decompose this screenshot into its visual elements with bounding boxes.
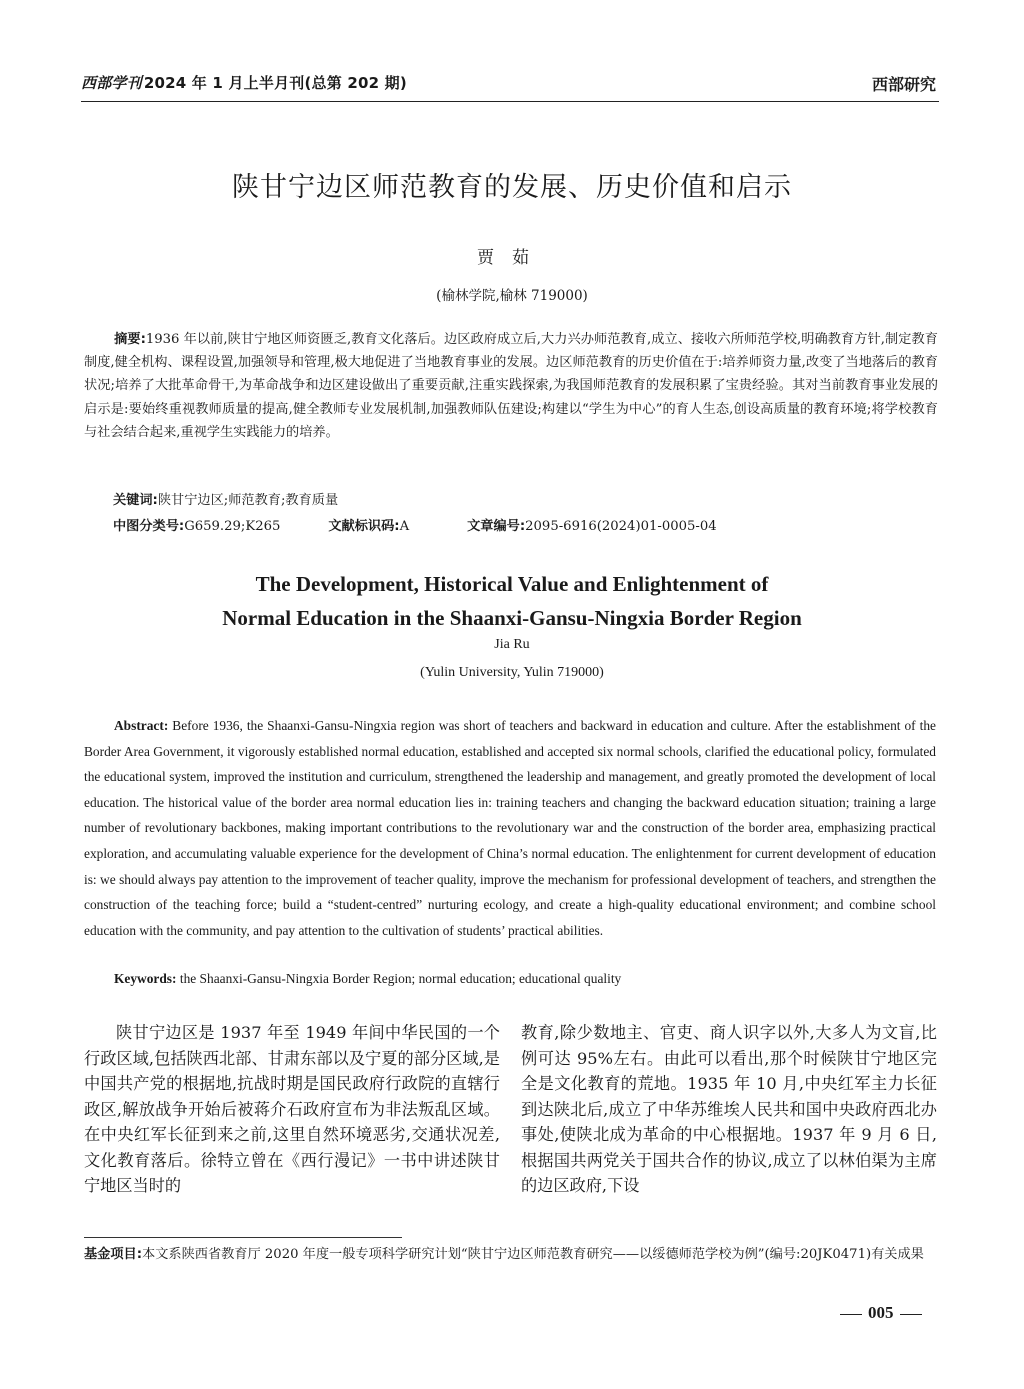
paper-title-cn: 陕甘宁边区师范教育的发展、历史价值和启示 <box>232 172 792 203</box>
paper-title-en <box>0 567 1024 635</box>
author-en: Jia Ru <box>494 637 530 652</box>
keywords-cn-label: 关键词: <box>113 493 158 508</box>
abstract-cn-label: 摘要: <box>114 332 146 347</box>
journal-logo: 西部学刊 <box>81 74 142 92</box>
footnote-text: 本文系陕西省教育厅 2020 年度一般专项科学研究计划“陕甘宁边区师范教育研究——以绥德师范学校为例”(编号:20JK0471)有关成果 <box>142 1247 924 1262</box>
article-no-label: 文章编号: <box>467 519 526 534</box>
title-en-line1: The Development, Historical Value and Enlightenment of <box>255 572 769 596</box>
page-dash-right <box>900 1314 922 1315</box>
affiliation-en: (Yulin University, Yulin 719000) <box>420 665 604 680</box>
header-rule <box>81 101 939 102</box>
doc-code-label: 文献标识码: <box>328 519 400 534</box>
section-name: 西部研究 <box>871 75 936 94</box>
keywords-en-text: the Shaanxi-Gansu-Ningxia Border Region; normal education; educational quality <box>179 971 622 986</box>
keywords-en <box>114 971 621 987</box>
keywords-cn <box>113 489 338 508</box>
footnote-label: 基金项目: <box>84 1247 143 1262</box>
page-number <box>834 1303 944 1323</box>
page-dash-left <box>840 1314 862 1315</box>
keywords-cn-text: 陕甘宁边区;师范教育;教育质量 <box>157 493 339 508</box>
abstract-cn-text: 1936 年以前,陕甘宁地区师资匮乏,教育文化落后。边区政府成立后,大力兴办师范教育,成立、接收六所师范学校,明确教育方针,制定教育制度,健全机构、课程设置,加强领导和管理,极大地促进了当地教育事业的发展。边区师范教育的历史价值在于:培养师资力量,改变了当地落后的教育状况;培养了大批革命骨干,为革命战争和边区建设做出了重要贡献,注重实践探索,为我国师范教育的发展积累了宝贵经验。其对当前教育事业发展的启示是:要始终重视教师质量的提高,健全教师专业发展机制,加强教师队伍建设;构建以“学生为中心”的育人生态,创设高质量的教育环境;将学校教育与社会结合起来,重视学生实践能力的培养。 <box>84 332 938 440</box>
keywords-en-label: Keywords: <box>114 971 177 986</box>
clc-value: G659.29;K265 <box>184 519 281 534</box>
issue-info: 2024 年 1 月上半月刊(总第 202 期) <box>143 74 407 92</box>
affiliation-cn: (榆林学院,榆林 719000) <box>436 288 588 304</box>
abstract-en <box>84 713 936 943</box>
article-no-value: 2095-6916(2024)01-0005-04 <box>525 519 717 534</box>
classification-row <box>113 515 717 534</box>
body-right-column: 教育,除少数地主、官吏、商人识字以外,大多人为文盲,比例可达 95%左右。由此可以看出,那个时候陕甘宁地区完全是文化教育的荒地。1935 年 10 月,中央红军主力长征到达陕北后,成立了中华苏维埃人民共和国中央政府西北办事处,使陕北成为革命的中心根据地。1937 年 9 月 6 日,根据国共两党关于国共合作的协议,成立了以林伯渠为主席的边区政府,下设 <box>521 1023 937 1195</box>
clc-label: 中图分类号: <box>113 519 185 534</box>
footnote <box>84 1243 940 1266</box>
abstract-cn <box>84 328 938 444</box>
author-cn: 贾茹 <box>477 248 547 268</box>
abstract-en-text: Before 1936, the Shaanxi-Gansu-Ningxia region was short of teachers and backward in education and culture. After the establishment of the Border Area Government, it vigorously established normal education, established and accepted six normal schools, clarified the educational policy, formulated the educational system, improved the institution and curriculum, strengthened the leadership and management, and greatly promoted the development of local education. The historical value of the border area normal education lies in: training teachers and changing the backward education situation; training a large number of revolutionary backbones, making important contributions to the revolutionary war and the construction of the border area, emphasizing practical exploration, and accumulating valuable experience for the development of China’s normal education. The enlightenment for current development of education is: we should always pay attention to the improvement of teacher quality, improve the mechanism for professional development of teachers, and strengthen the construction of the teaching force; build a “student-centred” nurturing ecology, and create a high-quality educational environment; and combine school education with the community, and pay attention to the cultivation of students’ practical abilities. <box>84 718 936 938</box>
doc-code-value: A <box>399 519 410 534</box>
journal-info <box>81 72 407 93</box>
body-left-column: 陕甘宁边区是 1937 年至 1949 年间中华民国的一个行政区域,包括陕西北部、甘肃东部以及宁夏的部分区域,是中国共产党的根据地,抗战时期是国民政府行政院的直辖行政区,解放战争开始后被蒋介石政府宣布为非法叛乱区域。在中央红军长征到来之前,这里自然环境恶劣,交通状况差,文化教育落后。徐特立曾在《西行漫记》一书中讲述陕甘宁地区当时的 <box>84 1023 500 1195</box>
abstract-en-label: Abstract: <box>114 718 169 733</box>
title-en-line2: Normal Education in the Shaanxi-Gansu-Ningxia Border Region <box>222 606 802 630</box>
footnote-rule <box>84 1237 402 1238</box>
page-number-value: 005 <box>868 1303 894 1322</box>
